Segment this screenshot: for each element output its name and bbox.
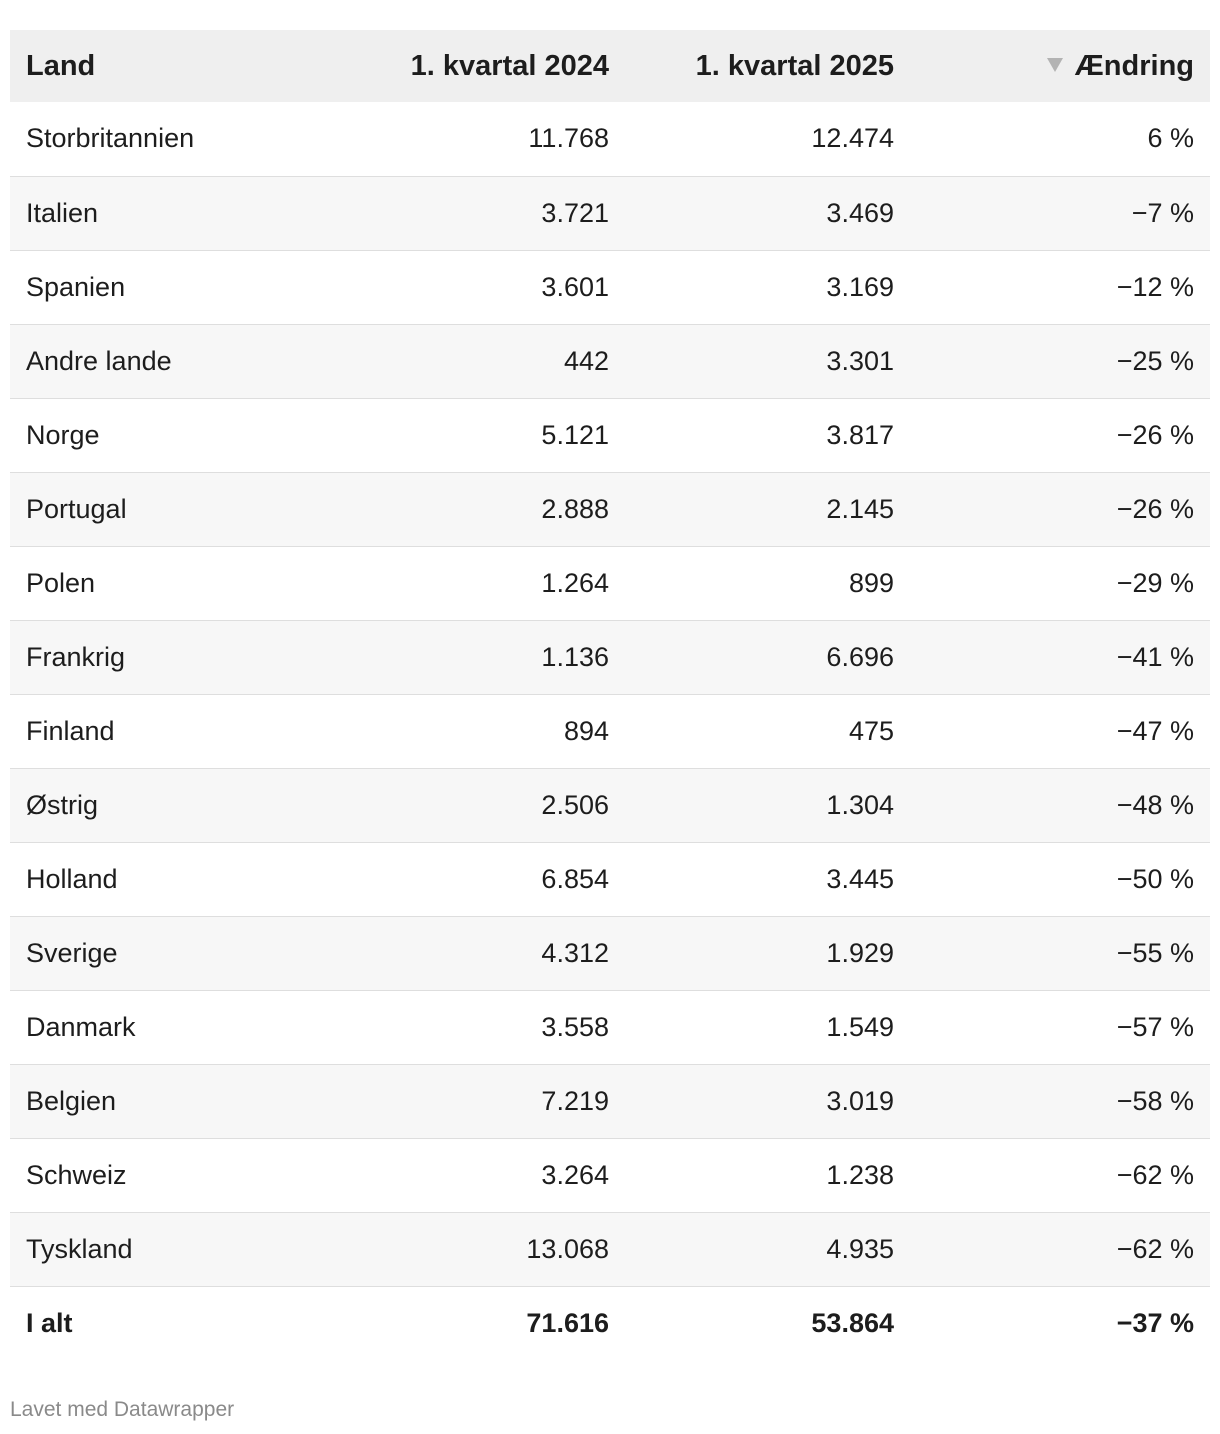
q1-2025-cell: 3.469 — [826, 197, 894, 228]
country-cell: Norge — [26, 419, 100, 450]
q1-2024-cell: 13.068 — [526, 1233, 609, 1264]
data-table-container — [10, 30, 1210, 1360]
country-cell: Italien — [26, 197, 99, 228]
datawrapper-credit[interactable]: Lavet med Datawrapper — [10, 1398, 235, 1421]
country-cell: Østrig — [26, 789, 99, 820]
change-cell: 6 % — [1147, 123, 1194, 154]
table-row — [10, 250, 1210, 324]
q1-2024-cell: 3.264 — [541, 1159, 609, 1190]
table-row — [10, 398, 1210, 472]
country-cell: Spanien — [26, 271, 126, 302]
q1-2025-cell: 1.929 — [826, 937, 894, 968]
q1-2025-cell: 4.935 — [826, 1233, 894, 1264]
table-row — [10, 102, 1210, 176]
change-cell: −47 % — [1116, 715, 1194, 746]
q1-2024-cell: 1.136 — [541, 641, 609, 672]
q1-2024-cell: 5.121 — [541, 419, 609, 450]
column-header-label: Ændring — [1074, 49, 1194, 82]
q1-2025-cell: 12.474 — [811, 123, 894, 154]
q1-2024-cell: 11.768 — [528, 123, 609, 154]
table-row — [10, 1138, 1210, 1212]
change-cell: −50 % — [1116, 863, 1194, 894]
table-row — [10, 620, 1210, 694]
country-cell: Danmark — [26, 1011, 136, 1042]
change-cell: −62 % — [1116, 1159, 1194, 1190]
q1-2024-cell: 3.721 — [541, 197, 609, 228]
q1-2024-cell: 7.219 — [541, 1085, 609, 1116]
q1-2025-cell: 3.019 — [826, 1085, 894, 1116]
table-footer — [10, 1286, 1210, 1360]
total-q1-2024: 71.616 — [526, 1307, 609, 1338]
change-cell: −55 % — [1116, 937, 1194, 968]
change-cell: −26 % — [1116, 419, 1194, 450]
table-row — [10, 1212, 1210, 1286]
table-row — [10, 990, 1210, 1064]
change-cell: −58 % — [1116, 1085, 1194, 1116]
table-row — [10, 324, 1210, 398]
q1-2025-cell: 1.238 — [826, 1159, 894, 1190]
country-cell: Schweiz — [26, 1159, 127, 1190]
change-cell: −62 % — [1116, 1233, 1194, 1264]
q1-2024-cell: 2.888 — [541, 493, 609, 524]
q1-2024-cell: 2.506 — [541, 789, 609, 820]
column-header-label: Land — [26, 49, 96, 82]
table-body — [10, 102, 1210, 1286]
country-cell: Belgien — [26, 1085, 117, 1116]
column-header-label: 1. kvartal 2025 — [695, 49, 894, 82]
table-header — [10, 30, 1210, 102]
total-change: −37 % — [1116, 1307, 1194, 1338]
table-row — [10, 694, 1210, 768]
q1-2025-cell: 2.145 — [826, 493, 894, 524]
header-row — [10, 30, 1210, 102]
total-q1-2025: 53.864 — [811, 1307, 894, 1338]
country-cell: Frankrig — [26, 641, 126, 672]
country-cell: Holland — [26, 863, 118, 894]
q1-2024-cell: 4.312 — [541, 937, 609, 968]
q1-2025-cell: 3.817 — [826, 419, 894, 450]
country-cell: Sverige — [26, 937, 118, 968]
column-header-aendring[interactable] — [910, 30, 1210, 102]
q1-2025-cell: 475 — [848, 715, 894, 746]
q1-2024-cell: 3.558 — [541, 1011, 609, 1042]
change-cell: −41 % — [1116, 641, 1194, 672]
change-cell: −12 % — [1116, 271, 1194, 302]
table-row — [10, 916, 1210, 990]
table-row — [10, 842, 1210, 916]
q1-2024-cell: 1.264 — [541, 567, 609, 598]
table-row — [10, 1064, 1210, 1138]
sort-descending-icon — [1047, 58, 1063, 72]
data-table — [10, 30, 1210, 1360]
q1-2025-cell: 3.169 — [826, 271, 894, 302]
change-cell: −48 % — [1116, 789, 1194, 820]
change-cell: −25 % — [1116, 345, 1194, 376]
country-cell: Polen — [26, 567, 96, 598]
change-cell: −57 % — [1116, 1011, 1194, 1042]
column-header-q1-2025[interactable] — [625, 30, 910, 102]
q1-2025-cell: 899 — [848, 567, 894, 598]
table-row — [10, 546, 1210, 620]
column-header-label: 1. kvartal 2024 — [410, 49, 609, 82]
country-cell: Andre lande — [26, 345, 172, 376]
country-cell: Portugal — [26, 493, 127, 524]
q1-2024-cell: 442 — [563, 345, 609, 376]
total-row — [10, 1286, 1210, 1360]
country-cell: Tyskland — [26, 1233, 133, 1264]
change-cell: −7 % — [1131, 197, 1194, 228]
table-row — [10, 176, 1210, 250]
country-cell: Finland — [26, 715, 115, 746]
q1-2025-cell: 3.445 — [826, 863, 894, 894]
total-label: I alt — [26, 1307, 73, 1338]
q1-2025-cell: 1.304 — [826, 789, 894, 820]
table-row — [10, 768, 1210, 842]
column-header-land[interactable] — [10, 30, 340, 102]
q1-2024-cell: 3.601 — [541, 271, 609, 302]
q1-2025-cell: 1.549 — [826, 1011, 894, 1042]
q1-2024-cell: 894 — [563, 715, 609, 746]
column-header-q1-2024[interactable] — [340, 30, 625, 102]
q1-2025-cell: 6.696 — [826, 641, 894, 672]
country-cell: Storbritannien — [26, 123, 195, 154]
table-row — [10, 472, 1210, 546]
change-cell: −26 % — [1116, 493, 1194, 524]
q1-2025-cell: 3.301 — [826, 345, 894, 376]
q1-2024-cell: 6.854 — [541, 863, 609, 894]
change-cell: −29 % — [1116, 567, 1194, 598]
